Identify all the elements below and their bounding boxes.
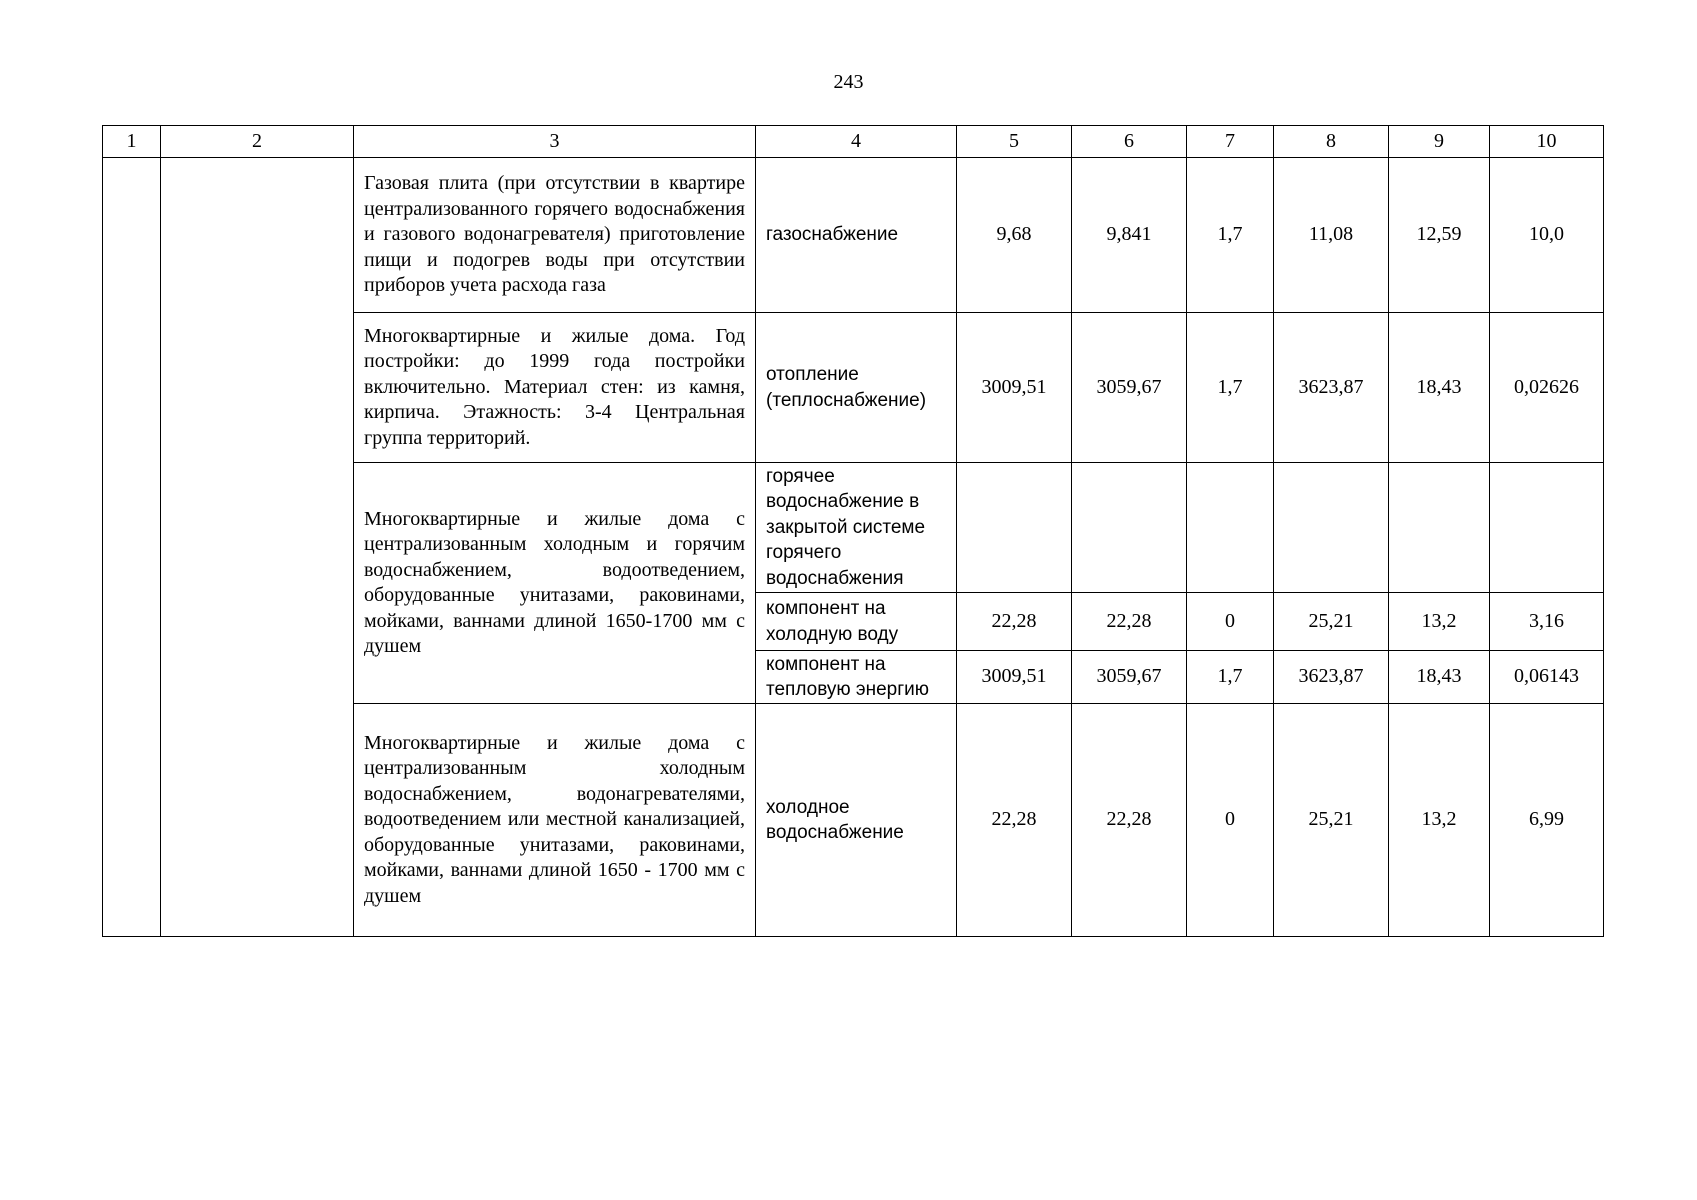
value-cell: 22,28 (1072, 593, 1187, 651)
value-cell: 6,99 (1490, 704, 1604, 937)
value-cell: 3059,67 (1072, 651, 1187, 704)
service-type: отопление (теплоснабжение) (756, 313, 957, 463)
value-cell: 22,28 (957, 704, 1072, 937)
value-cell: 3,16 (1490, 593, 1604, 651)
value-cell: 0 (1187, 704, 1274, 937)
column-1-cell (103, 158, 161, 937)
value-cell (1389, 463, 1490, 593)
value-cell (957, 463, 1072, 593)
value-cell: 22,28 (957, 593, 1072, 651)
header-cell: 10 (1490, 126, 1604, 158)
service-component: компонент на холодную воду (756, 593, 957, 651)
value-cell: 1,7 (1187, 651, 1274, 704)
value-cell: 1,7 (1187, 158, 1274, 313)
value-cell (1274, 463, 1389, 593)
page-number: 243 (833, 71, 864, 93)
header-cell: 6 (1072, 126, 1187, 158)
service-type: горячее водоснабжение в закрытой системе горячего водоснабжения (756, 463, 957, 593)
value-cell (1072, 463, 1187, 593)
value-cell: 3623,87 (1274, 651, 1389, 704)
value-cell: 12,59 (1389, 158, 1490, 313)
value-cell: 3623,87 (1274, 313, 1389, 463)
value-cell: 22,28 (1072, 704, 1187, 937)
value-cell: 10,0 (1490, 158, 1604, 313)
tariff-table (102, 125, 1604, 937)
value-cell (1490, 463, 1604, 593)
header-cell: 9 (1389, 126, 1490, 158)
value-cell: 13,2 (1389, 593, 1490, 651)
row-description: Многоквартирные и жилые дома. Год постройки: до 1999 года постройки включительно. Материал стен: из камня, кирпича. Этажность: 3-4 Центральная группа территорий. (354, 313, 756, 463)
value-cell: 18,43 (1389, 313, 1490, 463)
header-cell: 4 (756, 126, 957, 158)
value-cell: 9,68 (957, 158, 1072, 313)
value-cell: 3009,51 (957, 651, 1072, 704)
row-description: Многоквартирные и жилые дома с централизованным холодным водоснабжением, водонагревателями, водоотведением или местной канализацией, оборудованные унитазами, раковинами, мойками, ваннами длиной 1650 - 1700 мм с душем (354, 704, 756, 937)
value-cell: 25,21 (1274, 704, 1389, 937)
value-cell: 9,841 (1072, 158, 1187, 313)
table-row (103, 158, 1604, 313)
value-cell: 0,02626 (1490, 313, 1604, 463)
value-cell: 3059,67 (1072, 313, 1187, 463)
value-cell: 13,2 (1389, 704, 1490, 937)
column-2-cell (161, 158, 354, 937)
service-component: компонент на тепловую энергию (756, 651, 957, 704)
table-header-row (103, 126, 1604, 158)
header-cell: 7 (1187, 126, 1274, 158)
service-type: газоснабжение (756, 158, 957, 313)
header-cell: 2 (161, 126, 354, 158)
header-cell: 5 (957, 126, 1072, 158)
value-cell: 0 (1187, 593, 1274, 651)
header-cell: 8 (1274, 126, 1389, 158)
header-cell: 3 (354, 126, 756, 158)
value-cell (1187, 463, 1274, 593)
service-type: холодное водоснабжение (756, 704, 957, 937)
value-cell: 25,21 (1274, 593, 1389, 651)
header-cell: 1 (103, 126, 161, 158)
row-description: Многоквартирные и жилые дома с централизованным холодным и горячим водоснабжением, водоотведением, оборудованные унитазами, раковинами, мойками, ваннами длиной 1650-1700 мм с душем (354, 463, 756, 704)
value-cell: 1,7 (1187, 313, 1274, 463)
value-cell: 0,06143 (1490, 651, 1604, 704)
value-cell: 18,43 (1389, 651, 1490, 704)
row-description: Газовая плита (при отсутствии в квартире централизованного горячего водоснабжения и газового водонагревателя) приготовление пищи и подогрев воды при отсутствии приборов учета расхода газа (354, 158, 756, 313)
value-cell: 3009,51 (957, 313, 1072, 463)
value-cell: 11,08 (1274, 158, 1389, 313)
